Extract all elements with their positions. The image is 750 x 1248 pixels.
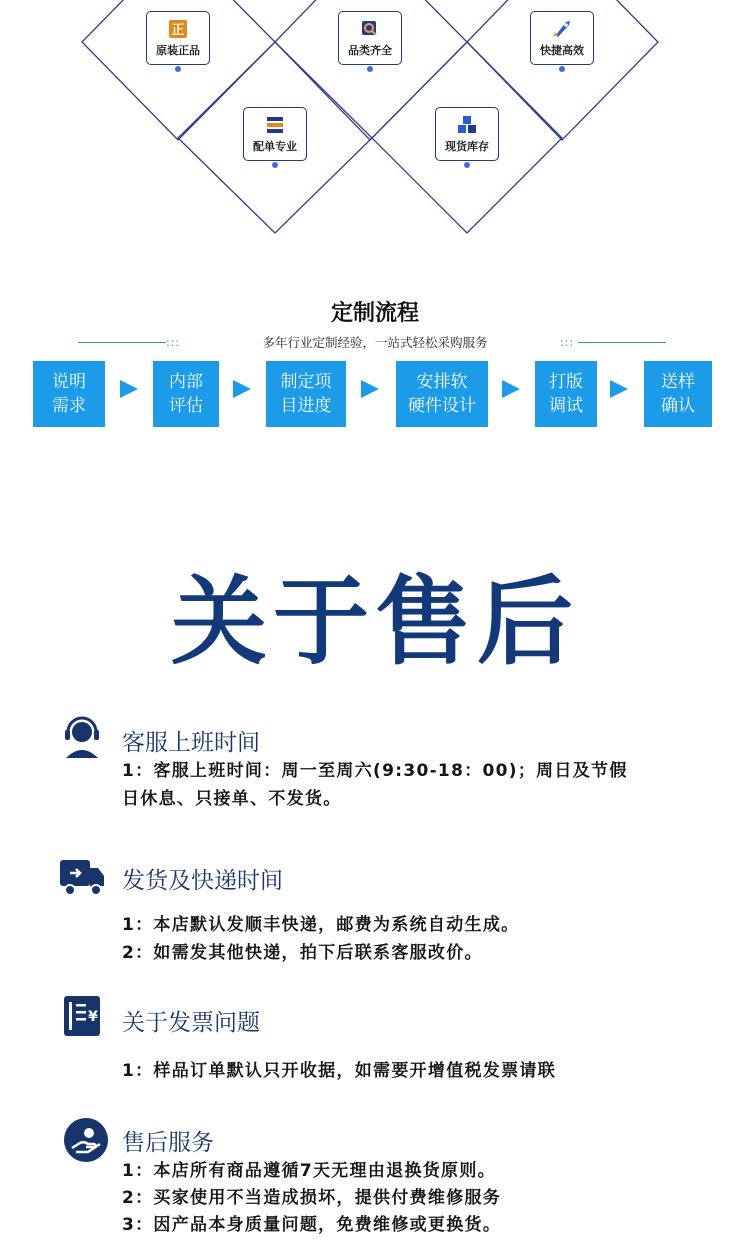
feature-label: 配单专业 bbox=[253, 140, 297, 153]
svg-text:¥: ¥ bbox=[88, 1009, 98, 1025]
feature-label: 品类齐全 bbox=[348, 44, 392, 57]
arrow-right-icon bbox=[361, 380, 379, 398]
section-title-after-sales: 售后服务 bbox=[122, 1130, 214, 1156]
feature-authentic bbox=[146, 11, 210, 65]
feature-label: 原装正品 bbox=[156, 44, 200, 57]
process-step: 制定项 目进度 bbox=[266, 361, 346, 427]
process-step: 安排软 硬件设计 bbox=[396, 361, 488, 427]
section-line: 2：买家使用不当造成损坏，提供付费维修服务 bbox=[122, 1188, 502, 1208]
after-sales-title: 关于售后 bbox=[171, 566, 579, 678]
feature-label: 现货库存 bbox=[445, 140, 489, 153]
feature-bom bbox=[243, 107, 307, 161]
process-title: 定制流程 bbox=[330, 300, 419, 326]
section-line: 日休息、只接单、不发货。 bbox=[122, 789, 342, 809]
feature-fast bbox=[530, 11, 594, 65]
feature-stock bbox=[435, 107, 499, 161]
feature-variety bbox=[338, 11, 402, 65]
section-title-service-hours: 客服上班时间 bbox=[122, 730, 260, 756]
section-line: 1：本店所有商品遵循7天无理由退换货原则。 bbox=[122, 1161, 496, 1181]
section-line: 1：样品订单默认只开收据，如需要开增值税发票请联 bbox=[122, 1061, 557, 1081]
process-step: 说明 需求 bbox=[33, 361, 105, 427]
rocket-icon bbox=[549, 18, 575, 40]
section-line: 3：因产品本身质量问题，免费维修或更换货。 bbox=[122, 1215, 502, 1235]
process-step: 内部 评估 bbox=[153, 361, 219, 427]
headset-icon bbox=[58, 712, 106, 760]
service-hand-icon bbox=[62, 1116, 110, 1164]
arrow-right-icon bbox=[610, 380, 628, 398]
subtitle-dots-right: ::: bbox=[560, 336, 575, 349]
zheng-badge-icon bbox=[165, 18, 191, 40]
section-line: 1：客服上班时间：周一至周六(9:30-18：00)；周日及节假 bbox=[122, 761, 628, 781]
chip-search-icon bbox=[357, 18, 383, 40]
section-title-invoice: 关于发票问题 bbox=[122, 1010, 260, 1036]
process-step: 送样 确认 bbox=[644, 361, 712, 427]
delivery-truck-icon bbox=[58, 852, 106, 900]
arrow-right-icon bbox=[233, 380, 251, 398]
section-line: 2：如需发其他快递，拍下后联系客服改价。 bbox=[122, 943, 483, 963]
process-subtitle: 多年行业定制经验，一站式轻松采购服务 bbox=[262, 335, 488, 350]
section-title-shipping: 发货及快递时间 bbox=[122, 868, 283, 894]
section-line: 1：本店默认发顺丰快递，邮费为系统自动生成。 bbox=[122, 915, 520, 935]
subtitle-dots-left: ::: bbox=[166, 336, 181, 349]
arrow-right-icon bbox=[120, 380, 138, 398]
server-list-icon bbox=[262, 114, 288, 136]
feature-label: 快捷高效 bbox=[540, 44, 584, 57]
svg-text:正: 正 bbox=[171, 23, 185, 38]
subtitle-line-right bbox=[578, 342, 666, 343]
boxes-icon bbox=[454, 114, 480, 136]
arrow-right-icon bbox=[502, 380, 520, 398]
process-step: 打版 调试 bbox=[535, 361, 597, 427]
invoice-icon bbox=[58, 992, 106, 1040]
